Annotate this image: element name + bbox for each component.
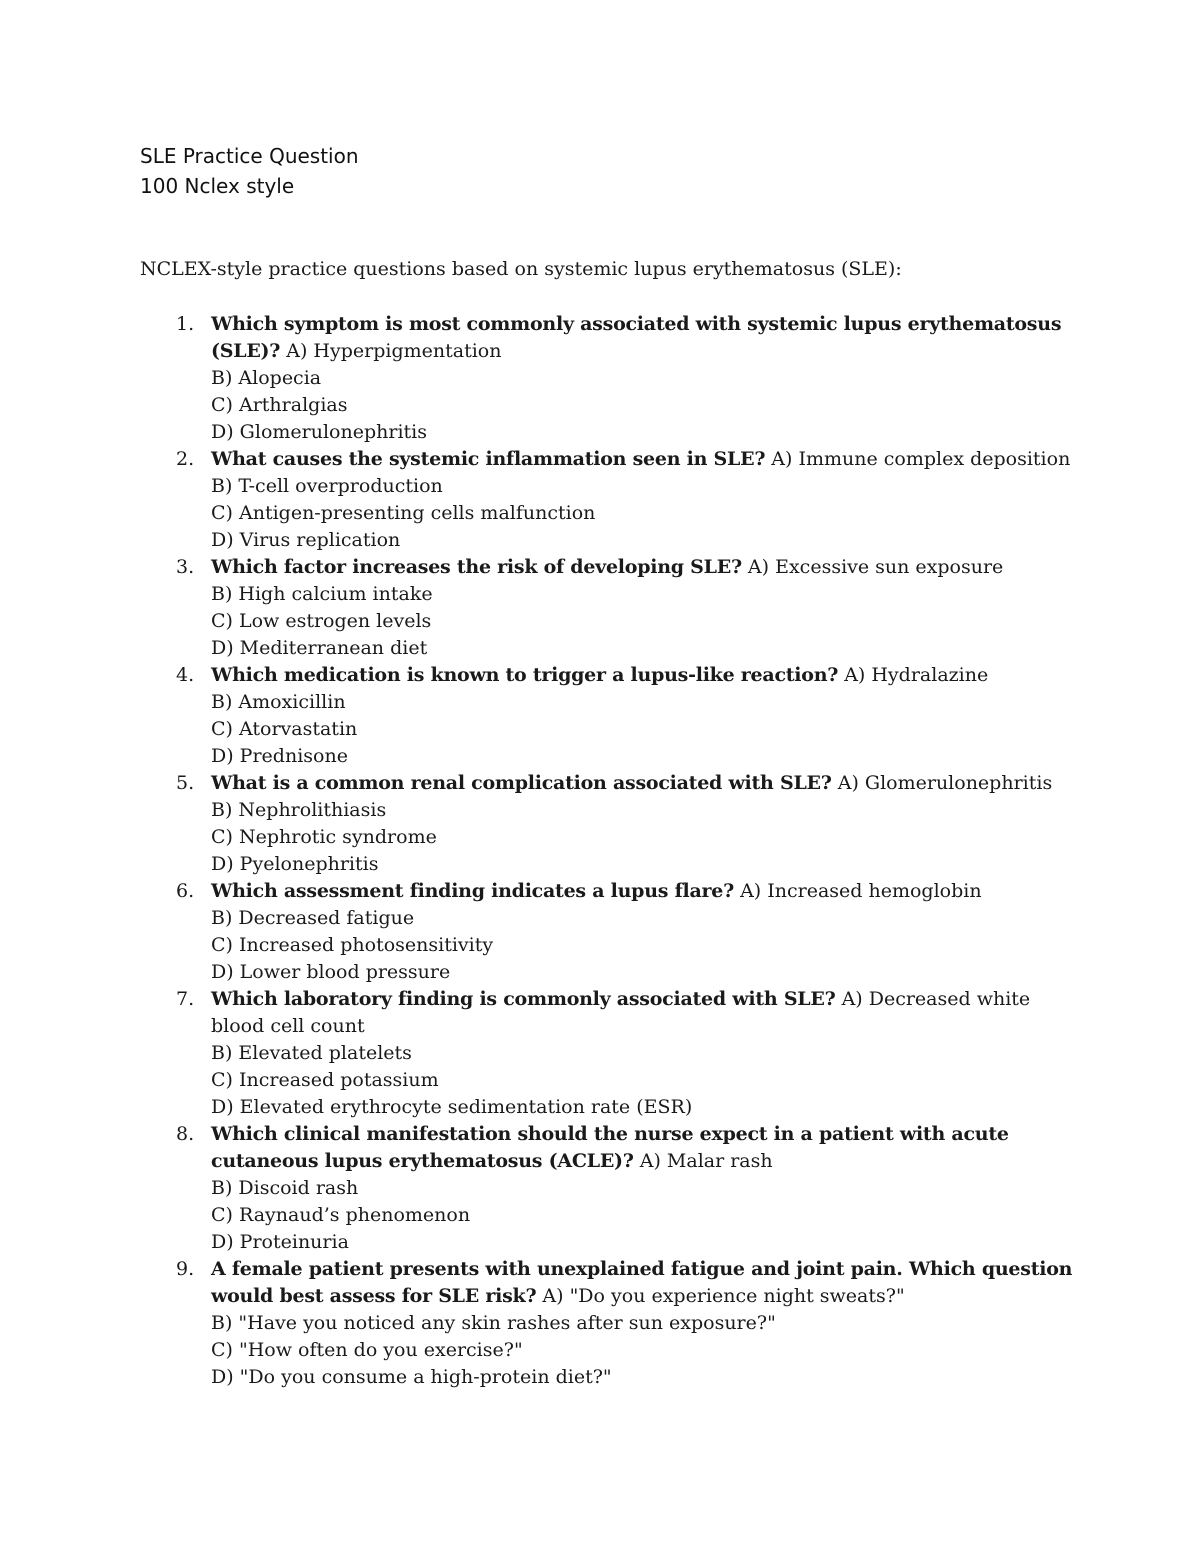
- question-item: [140, 446, 1080, 554]
- question-body: [211, 878, 1080, 905]
- question-item: [140, 554, 1080, 662]
- question-number: 5.: [176, 772, 195, 794]
- option-d: D) Mediterranean diet: [211, 637, 428, 659]
- question-text: Which laboratory finding is commonly associated with SLE?: [211, 988, 836, 1010]
- option-b: B) Amoxicillin: [211, 691, 346, 713]
- question-body: [211, 770, 1080, 797]
- question-body: [211, 1121, 1080, 1175]
- option-d: D) Prednisone: [211, 745, 348, 767]
- option-b: B) "Have you noticed any skin rashes after sun exposure?": [211, 1312, 776, 1334]
- option-c: C) Raynaud’s phenomenon: [211, 1204, 471, 1226]
- option-d: D) Pyelonephritis: [211, 853, 379, 875]
- question-number: 4.: [176, 664, 195, 686]
- document-title: SLE Practice Question: [140, 144, 359, 168]
- option-b: B) High calcium intake: [211, 583, 433, 605]
- option-d: D) "Do you consume a high-protein diet?": [211, 1366, 612, 1388]
- question-text: Which medication is known to trigger a lupus-like reaction?: [211, 664, 839, 686]
- question-body: [211, 554, 1080, 581]
- question-number: 2.: [176, 448, 195, 470]
- question-text: Which assessment finding indicates a lupus flare?: [211, 880, 735, 902]
- option-c: C) Increased photosensitivity: [211, 934, 494, 956]
- option-c: C) Nephrotic syndrome: [211, 826, 437, 848]
- option-c: C) "How often do you exercise?": [211, 1339, 523, 1361]
- option-a: A) Immune complex deposition: [771, 448, 1071, 470]
- option-c: C) Increased potassium: [211, 1069, 439, 1091]
- question-item: [140, 1121, 1080, 1256]
- option-d: D) Proteinuria: [211, 1231, 349, 1253]
- option-c: C) Low estrogen levels: [211, 610, 432, 632]
- question-text: What causes the systemic inflammation seen in SLE?: [211, 448, 766, 470]
- question-number: 1.: [176, 313, 195, 335]
- question-body: [211, 446, 1080, 473]
- option-a: A) Decreased white blood cell count: [211, 988, 1031, 1037]
- question-text: Which factor increases the risk of developing SLE?: [211, 556, 742, 578]
- option-c: C) Atorvastatin: [211, 718, 358, 740]
- option-b: B) Nephrolithiasis: [211, 799, 387, 821]
- intro-text: NCLEX-style practice questions based on systemic lupus erythematosus (SLE):: [140, 258, 902, 280]
- option-b: B) Alopecia: [211, 367, 322, 389]
- option-c: C) Antigen-presenting cells malfunction: [211, 502, 596, 524]
- question-number: 7.: [176, 988, 195, 1010]
- option-a: A) Malar rash: [639, 1150, 773, 1172]
- option-a: A) "Do you experience night sweats?": [542, 1285, 905, 1307]
- question-list: [140, 311, 1080, 1391]
- option-b: B) Discoid rash: [211, 1177, 359, 1199]
- question-number: 3.: [176, 556, 195, 578]
- question-number: 9.: [176, 1258, 195, 1280]
- question-body: [211, 662, 1080, 689]
- question-number: 8.: [176, 1123, 195, 1145]
- option-a: A) Hyperpigmentation: [286, 340, 502, 362]
- question-text: Which clinical manifestation should the nurse expect in a patient with acute cutaneous lupus erythematosus (ACLE)?: [211, 1123, 1009, 1172]
- question-number: 6.: [176, 880, 195, 902]
- document-subtitle: 100 Nclex style: [140, 174, 295, 198]
- option-d: D) Virus replication: [211, 529, 401, 551]
- question-item: [140, 986, 1080, 1121]
- option-a: A) Glomerulonephritis: [837, 772, 1053, 794]
- question-text: A female patient presents with unexplained fatigue and joint pain. Which question would best assess for SLE risk?: [211, 1258, 1073, 1307]
- question-item: [140, 878, 1080, 986]
- option-a: A) Increased hemoglobin: [740, 880, 982, 902]
- option-b: B) Decreased fatigue: [211, 907, 415, 929]
- option-a: A) Hydralazine: [844, 664, 989, 686]
- question-body: [211, 1256, 1080, 1310]
- question-body: [211, 311, 1080, 365]
- option-a: A) Excessive sun exposure: [747, 556, 1004, 578]
- option-c: C) Arthralgias: [211, 394, 348, 416]
- document-header: [140, 141, 359, 201]
- question-item: [140, 662, 1080, 770]
- question-text: What is a common renal complication associated with SLE?: [211, 772, 832, 794]
- option-d: D) Lower blood pressure: [211, 961, 451, 983]
- option-d: D) Glomerulonephritis: [211, 421, 427, 443]
- question-body: [211, 986, 1080, 1040]
- question-item: [140, 770, 1080, 878]
- question-item: [140, 1256, 1080, 1391]
- option-d: D) Elevated erythrocyte sedimentation rate (ESR): [211, 1096, 693, 1118]
- question-text: Which symptom is most commonly associated with systemic lupus erythematosus (SLE)?: [211, 313, 1062, 362]
- option-b: B) Elevated platelets: [211, 1042, 412, 1064]
- question-item: [140, 311, 1080, 446]
- option-b: B) T-cell overproduction: [211, 475, 443, 497]
